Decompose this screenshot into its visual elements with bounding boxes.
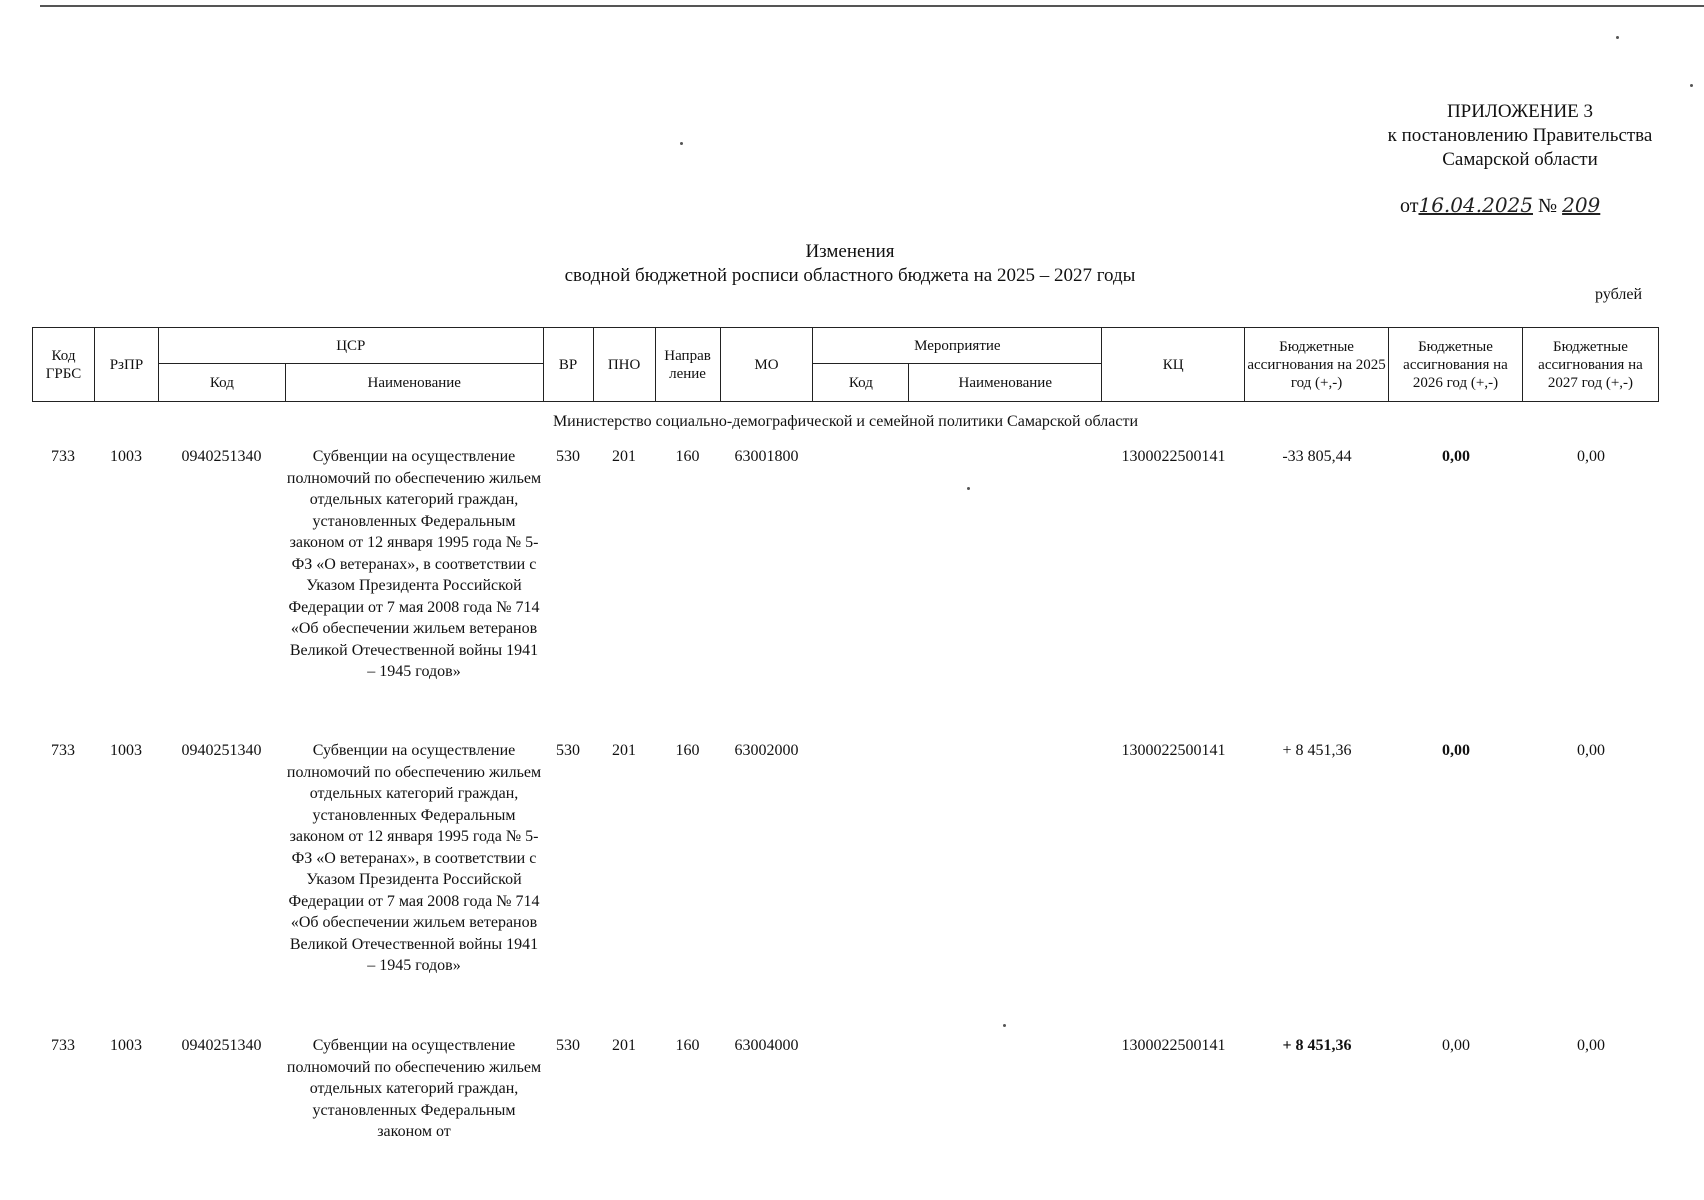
appendix-title: ПРИЛОЖЕНИЕ 3 — [1446, 101, 1594, 122]
col-csr-code: Код — [158, 364, 285, 402]
col-napr: Направ ление — [655, 328, 720, 402]
scan-speck — [1003, 1024, 1006, 1027]
cell-grbs: 733 — [51, 448, 75, 465]
cell-csr-code: 0940251340 — [181, 742, 262, 759]
cell-pno: 201 — [612, 1037, 636, 1054]
cell-a2027: 0,00 — [1577, 1037, 1605, 1054]
cell-rzpr: 1003 — [110, 448, 142, 465]
col-mo: МО — [720, 328, 813, 402]
col-grbs: Код ГРБС — [33, 328, 95, 402]
budget-table-header — [32, 327, 1659, 402]
appendix-block — [1300, 100, 1704, 172]
number-sign: № — [1538, 195, 1558, 217]
col-event-code: Код — [813, 364, 909, 402]
cell-a2025: -33 805,44 — [1282, 448, 1352, 465]
col-kc: КЦ — [1102, 328, 1245, 402]
cell-a2027: 0,00 — [1577, 448, 1605, 465]
cell-kc: 1300022500141 — [1121, 1037, 1226, 1054]
scan-speck — [680, 142, 683, 145]
cell-csr-name: Субвенции на осуществление полномочий по обеспечению жильем отдельных категорий граждан, установленных Федеральным законом от 12 января 1995 года № 5-ФЗ «О ветеранах», в соответствии с Указом Президента Российской Федерации от 7 мая 2008 года № 714 «Об обеспечении жильем ветеранов Великой Отечественной войны 1941 – 1945 годов» — [286, 448, 542, 680]
title-line-1: Изменения — [805, 241, 895, 262]
scan-speck — [1690, 84, 1693, 87]
cell-vr: 530 — [556, 448, 580, 465]
col-a2027: Бюджетные ассигнования на 2027 год (+,-) — [1522, 328, 1658, 402]
cell-mo: 63004000 — [734, 1037, 799, 1054]
resolution-date-line — [1400, 193, 1600, 218]
handwritten-date: 16.04.2025 — [1418, 193, 1533, 217]
col-a2026: Бюджетные ассигнования на 2026 год (+,-) — [1389, 328, 1523, 402]
cell-a2026: 0,00 — [1442, 448, 1470, 465]
cell-kc: 1300022500141 — [1121, 448, 1226, 465]
cell-a2026: 0,00 — [1442, 1037, 1470, 1054]
cell-csr-name: Субвенции на осуществление полномочий по обеспечению жильем отдельных категорий граждан, установленных Федеральным законом от — [286, 1037, 542, 1140]
cell-rzpr: 1003 — [110, 742, 142, 759]
col-event-name: Наименование — [909, 364, 1102, 402]
col-vr: ВР — [543, 328, 593, 402]
cell-a2026: 0,00 — [1442, 742, 1470, 759]
col-event: Мероприятие — [813, 328, 1102, 364]
cell-pno: 201 — [612, 448, 636, 465]
cell-grbs: 733 — [51, 742, 75, 759]
document-title — [500, 240, 1200, 288]
units-label: рублей — [1595, 286, 1642, 303]
cell-rzpr: 1003 — [110, 1037, 142, 1054]
col-rzpr: РзПР — [94, 328, 158, 402]
cell-a2027: 0,00 — [1577, 742, 1605, 759]
cell-csr-code: 0940251340 — [181, 448, 262, 465]
cell-napr: 160 — [675, 742, 700, 759]
cell-csr-code: 0940251340 — [181, 1037, 262, 1054]
cell-grbs: 733 — [51, 1037, 75, 1054]
cell-mo: 63002000 — [734, 742, 799, 759]
cell-pno: 201 — [612, 742, 636, 759]
cell-a2025: + 8 451,36 — [1282, 1037, 1352, 1054]
cell-vr: 530 — [556, 1037, 580, 1054]
scan-speck — [1616, 36, 1619, 39]
cell-csr-name: Субвенции на осуществление полномочий по обеспечению жильем отдельных категорий граждан, установленных Федеральным законом от 12 января 1995 года № 5-ФЗ «О ветеранах», в соответствии с Указом Президента Российской Федерации от 7 мая 2008 года № 714 «Об обеспечении жильем ветеранов Великой Отечественной войны 1941 – 1945 годов» — [286, 742, 542, 974]
cell-vr: 530 — [556, 742, 580, 759]
scan-speck — [967, 487, 970, 490]
cell-mo: 63001800 — [734, 448, 799, 465]
appendix-line-2: к постановлению Правительства — [1387, 125, 1653, 146]
col-csr-name: Наименование — [285, 364, 543, 402]
col-pno: ПНО — [593, 328, 655, 402]
cell-napr: 160 — [675, 448, 700, 465]
cell-kc: 1300022500141 — [1121, 742, 1226, 759]
appendix-line-3: Самарской области — [1442, 149, 1598, 170]
col-a2025: Бюджетные ассигнования на 2025 год (+,-) — [1245, 328, 1389, 402]
scan-top-border — [40, 5, 1704, 7]
ministry-heading: Министерство социально-демографической и семейной политики Самарской области — [552, 413, 1139, 430]
title-line-2: сводной бюджетной росписи областного бюджета на 2025 – 2027 годы — [564, 265, 1136, 286]
date-prefix: от — [1400, 195, 1419, 217]
cell-napr: 160 — [675, 1037, 700, 1054]
col-csr: ЦСР — [158, 328, 543, 364]
cell-a2025: + 8 451,36 — [1282, 742, 1352, 759]
handwritten-number: 209 — [1562, 193, 1601, 217]
